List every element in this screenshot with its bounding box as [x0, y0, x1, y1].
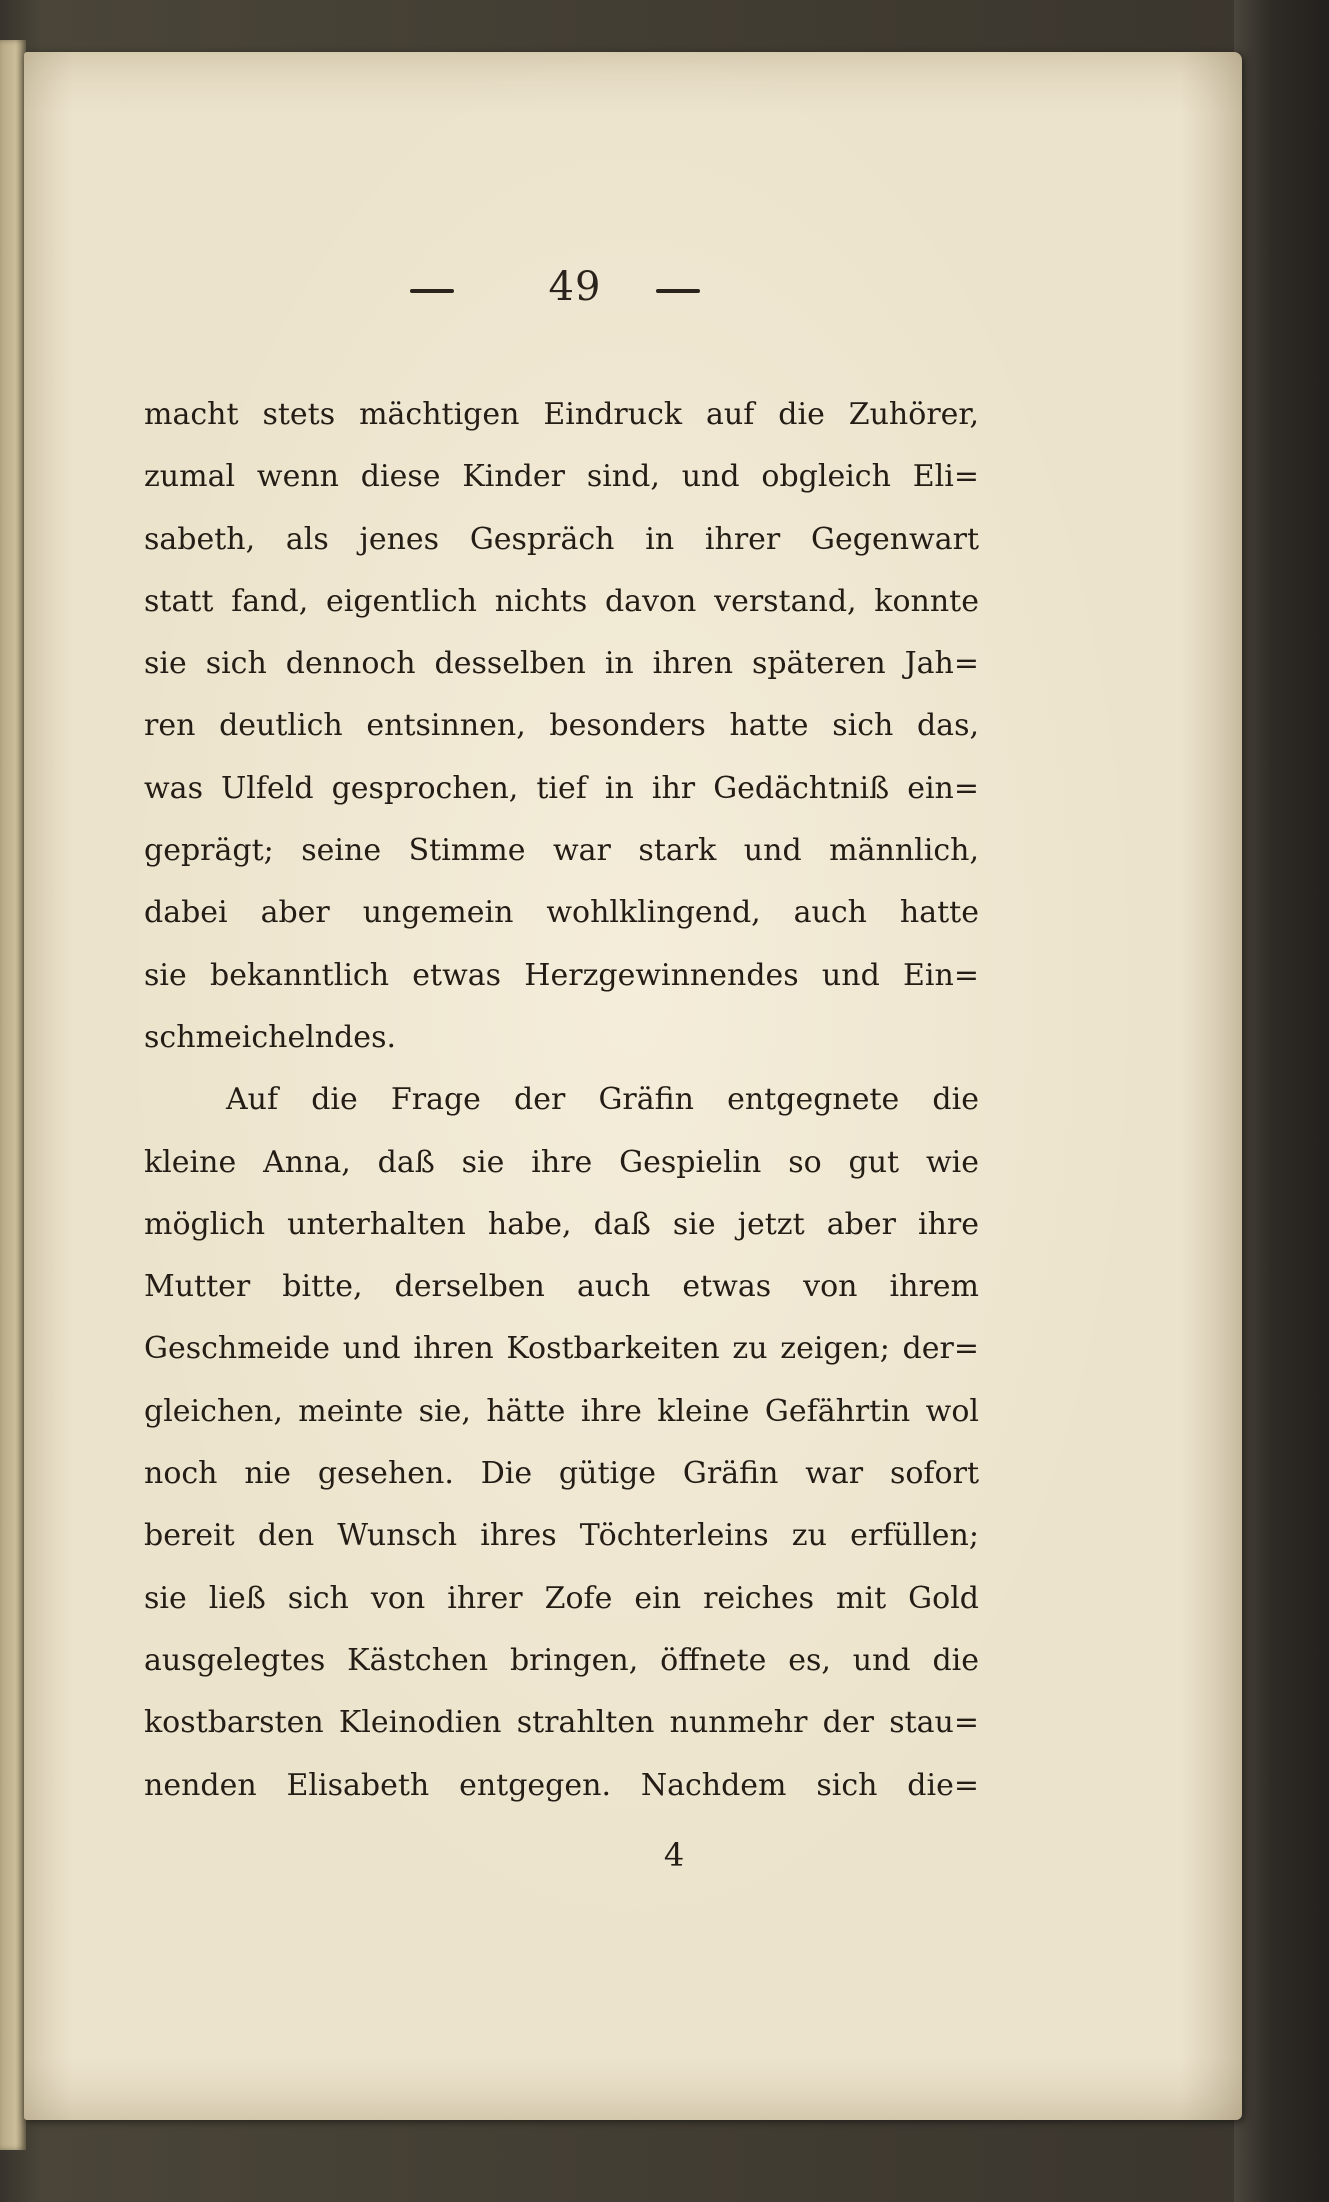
text-line: nenden Elisabeth entgegen. Nachdem sich die=: [144, 1767, 979, 1803]
text-line: ausgelegtes Kästchen bringen, öffnete es, und die: [144, 1642, 979, 1678]
text-line: sie sich dennoch desselben in ihren späteren Jah=: [144, 646, 979, 682]
header-dash-right: [656, 289, 700, 293]
text-line: ren deutlich entsinnen, besonders hatte sich das,: [144, 708, 979, 744]
text-line: kostbarsten Kleinodien strahlten nunmehr der stau=: [144, 1705, 979, 1741]
paragraph-start-line: Auf die Frage der Gräfin entgegnete die: [226, 1082, 979, 1118]
page-header: [24, 257, 1242, 317]
text-line: statt fand, eigentlich nichts davon verstand, konnte: [144, 583, 979, 619]
book-page: [24, 52, 1242, 2120]
text-line: dabei aber ungemein wohlklingend, auch hatte: [144, 895, 979, 931]
text-line: sie ließ sich von ihrer Zofe ein reiches mit Gold: [144, 1580, 979, 1616]
body-text: [144, 384, 979, 1817]
previous-page-edge: [0, 40, 26, 2150]
book-cover-edge: [1234, 0, 1329, 2202]
text-line: schmeichelndes.: [144, 1019, 396, 1055]
text-line: möglich unterhalten habe, daß sie jetzt aber ihre: [144, 1206, 979, 1242]
signature-mark: 4: [663, 1836, 685, 1874]
header-dash-left: [410, 289, 454, 293]
text-line: gleichen, meinte sie, hätte ihre kleine Gefährtin wol: [144, 1393, 979, 1429]
text-line: was Ulfeld gesprochen, tief in ihr Gedächtniß ein=: [144, 770, 979, 806]
text-line: noch nie gesehen. Die gütige Gräfin war sofort: [144, 1456, 979, 1492]
text-line: zumal wenn diese Kinder sind, und obgleich Eli=: [144, 459, 979, 495]
text-line: bereit den Wunsch ihres Töchterleins zu erfüllen;: [144, 1518, 979, 1554]
text-line: kleine Anna, daß sie ihre Gespielin so gut wie: [144, 1144, 979, 1180]
text-line: macht stets mächtigen Eindruck auf die Zuhörer,: [144, 397, 979, 432]
text-line: sabeth, als jenes Gespräch in ihrer Gegenwart: [144, 521, 979, 557]
text-line: Mutter bitte, derselben auch etwas von ihrem: [144, 1269, 979, 1305]
text-line: Geschmeide und ihren Kostbarkeiten zu zeigen; der=: [144, 1331, 979, 1367]
text-line: geprägt; seine Stimme war stark und männlich,: [144, 833, 979, 869]
text-line: sie bekanntlich etwas Herzgewinnendes und Ein=: [144, 957, 979, 993]
page-number: 49: [548, 264, 602, 310]
